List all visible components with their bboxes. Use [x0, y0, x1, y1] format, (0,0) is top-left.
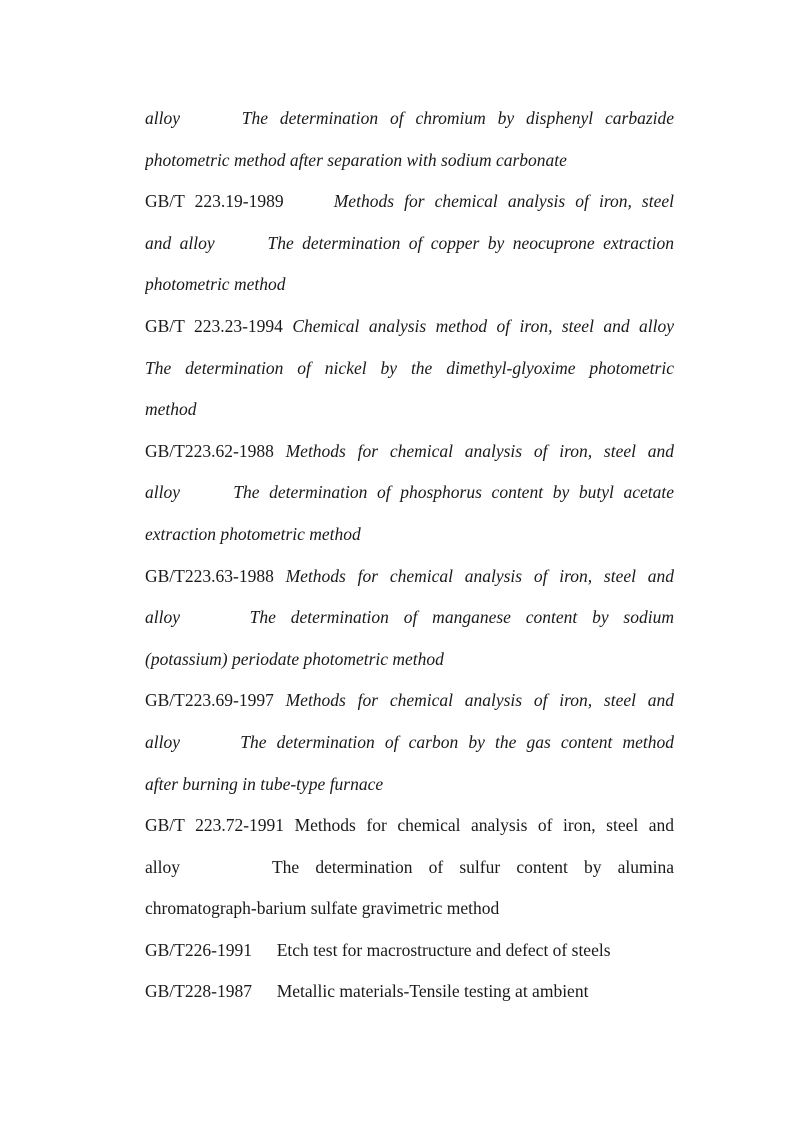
- standard-title-cont: photometric method: [145, 274, 286, 295]
- standard-title-cont: (potassium) periodate photometric method: [145, 648, 444, 669]
- standard-title-cont: alloy: [145, 856, 180, 877]
- standard-title: Chemical analysis method of iron, steel and alloy: [292, 315, 674, 336]
- standard-title-cont: and alloy: [145, 232, 215, 253]
- continuation-title: The determination of chromium by disphenyl carbazide: [241, 108, 674, 128]
- entry-line: [145, 599, 674, 641]
- standard-title-cont: alloy: [145, 731, 180, 752]
- standard-title-cont: The determination of nickel by the dimethyl-glyoxime photometric: [145, 357, 674, 378]
- standard-title: Methods for chemical analysis of iron, steel and: [294, 815, 674, 836]
- standard-title-cont: method: [145, 399, 197, 420]
- entry-line: [145, 183, 674, 225]
- entry-line: [145, 641, 674, 683]
- entry-line: [145, 142, 674, 184]
- entry-line: [145, 724, 674, 766]
- standard-title-cont: The determination of copper by neocuprone extraction: [267, 232, 674, 253]
- standard-title-cont: The determination of manganese content by sodium: [249, 607, 674, 628]
- standard-title: Methods for chemical analysis of iron, steel and: [285, 565, 674, 586]
- standard-code: GB/T 223.19-1989: [145, 191, 284, 212]
- standard-code: GB/T 223.23-1994: [145, 315, 283, 336]
- standard-code: GB/T223.69-1997: [145, 690, 274, 711]
- standard-title: Methods for chemical analysis of iron, steel: [333, 191, 674, 212]
- standard-title: Etch test for macrostructure and defect of steels: [276, 939, 611, 960]
- entry-line: [145, 807, 674, 849]
- continuation-alloy: alloy: [145, 108, 180, 128]
- standard-title: Metallic materials-Tensile testing at ambient: [276, 981, 589, 1002]
- entry-line: [145, 100, 674, 142]
- entry-line: [145, 474, 674, 516]
- standard-code: GB/T 223.72-1991: [145, 815, 285, 836]
- standard-code: GB/T223.63-1988: [145, 565, 274, 586]
- standard-code: GB/T226-1991: [145, 939, 252, 960]
- standard-title-cont: extraction photometric method: [145, 523, 361, 544]
- entry-line: [145, 682, 674, 724]
- standard-title: Methods for chemical analysis of iron, steel and: [285, 440, 674, 461]
- standard-code: GB/T228-1987: [145, 981, 252, 1002]
- entry-line: [145, 558, 674, 600]
- standard-title-cont: The determination of phosphorus content by butyl acetate: [233, 482, 674, 503]
- standard-title-cont: The determination of carbon by the gas content method: [240, 731, 674, 752]
- standards-list: [145, 100, 674, 1015]
- entry-line: [145, 225, 674, 267]
- standard-title-cont: alloy: [145, 607, 180, 628]
- entry-line: [145, 766, 674, 808]
- entry-line: [145, 308, 674, 350]
- standard-title-cont: chromatograph-barium sulfate gravimetric method: [145, 898, 500, 919]
- entry-line: [145, 516, 674, 558]
- entry-line: [145, 433, 674, 475]
- entry-line: [145, 973, 674, 1015]
- entry-line: [145, 391, 674, 433]
- standard-title-cont: after burning in tube-type furnace: [145, 773, 384, 794]
- standard-title-cont: alloy: [145, 482, 180, 503]
- standard-code: GB/T223.62-1988: [145, 440, 274, 461]
- standard-title-cont: The determination of sulfur content by alumina: [271, 856, 674, 877]
- entry-line: [145, 266, 674, 308]
- entry-line: [145, 350, 674, 392]
- entry-line: [145, 932, 674, 974]
- entry-line: [145, 890, 674, 932]
- standard-title: Methods for chemical analysis of iron, steel and: [285, 690, 674, 711]
- entry-line: [145, 849, 674, 891]
- continuation-title-2: photometric method after separation with sodium carbonate: [145, 149, 567, 170]
